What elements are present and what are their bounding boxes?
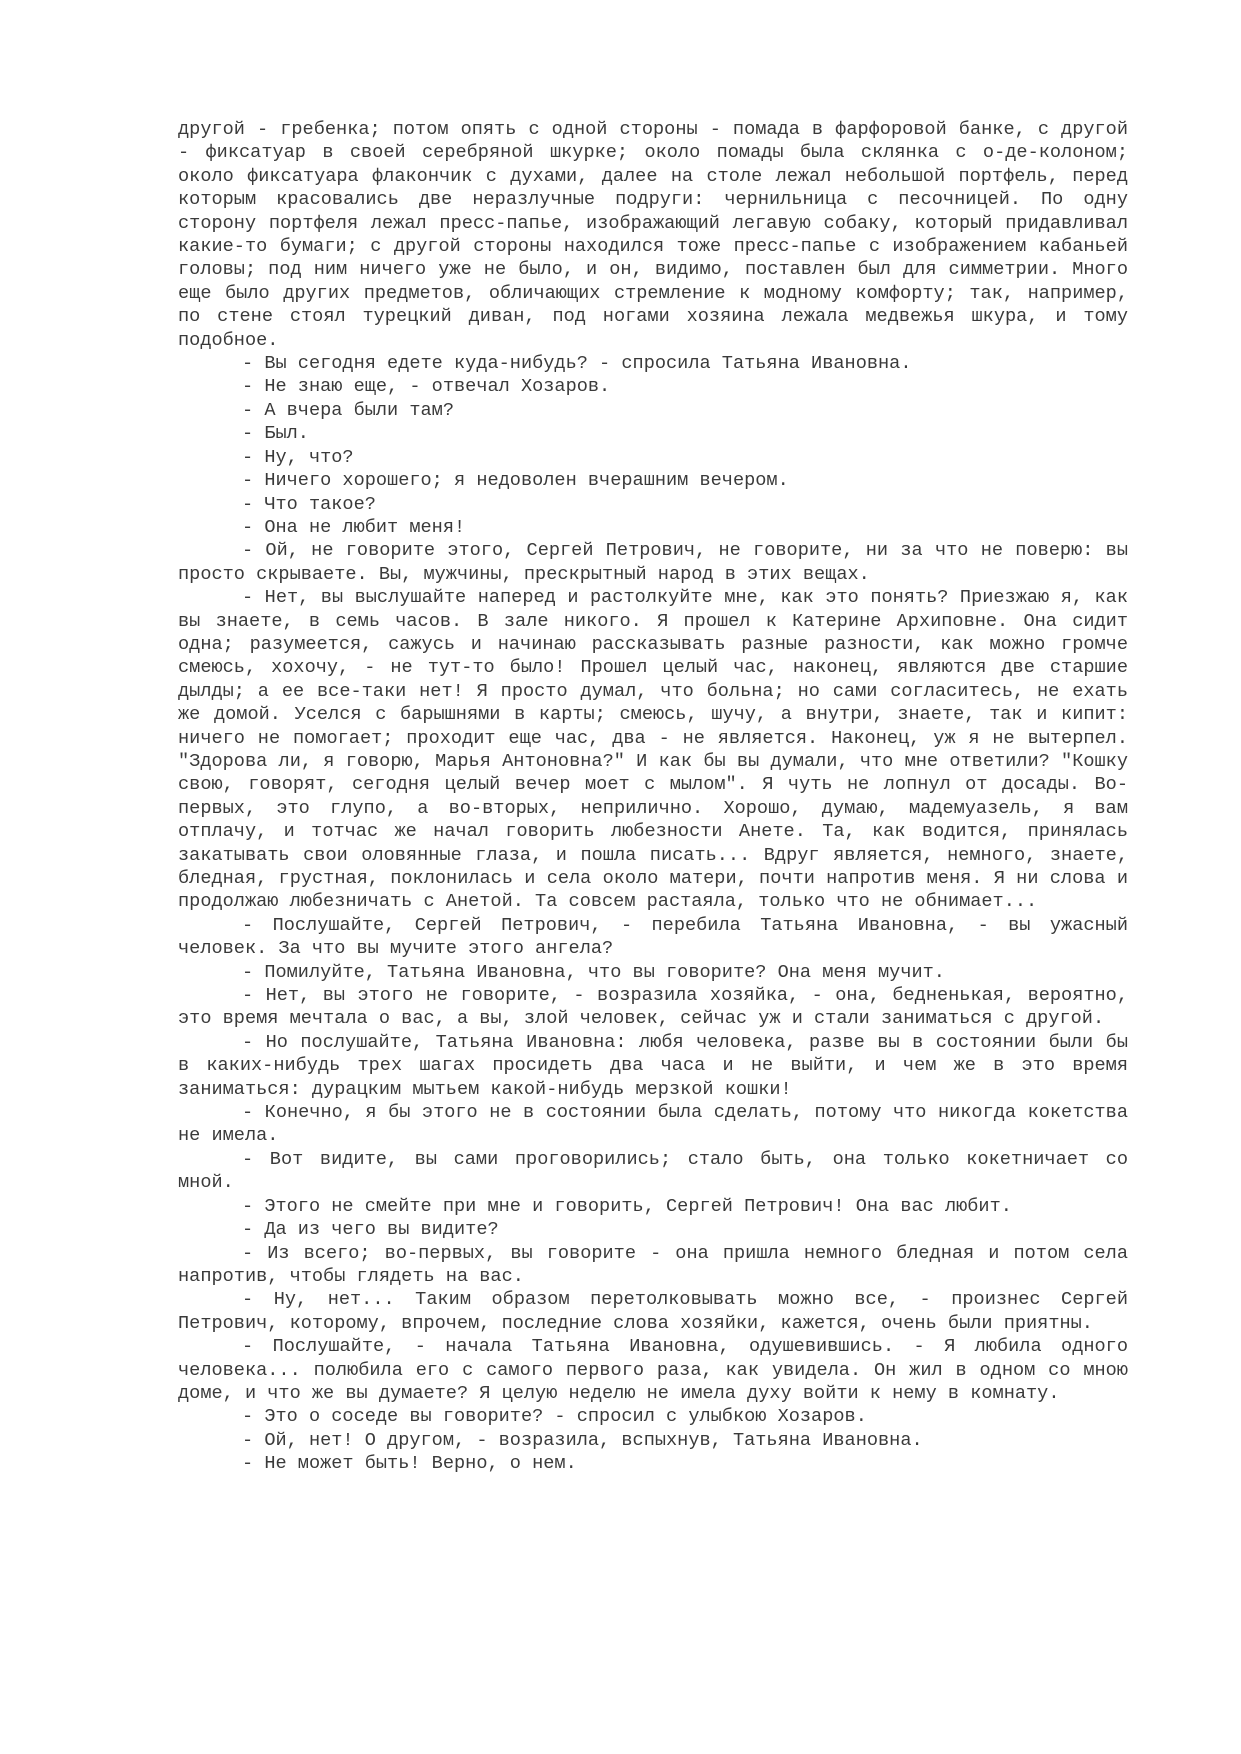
paragraph: - Нет, вы выслушайте наперед и растолкуйте мне, как это понять? Приезжаю я, как вы знаете, в семь часов. В зале никого. Я прошел к Катерине Архиповне. Она сидит одна; разумеется, сажусь и начинаю рассказывать разные разности, как можно громче смеюсь, хохочу, - не тут-то было! Прошел целый час, наконец, являются две старшие дылды; а ее все-таки нет! Я просто думал, что больна; но сами согласитесь, не ехать же домой. Уселся с барышнями в карты; смеюсь, шучу, а внутри, знаете, так и кипит: ничего не помогает; проходит еще час, два - не является. Наконец, уж я не вытерпел. "Здорова ли, я говорю, Марья Антоновна?" И как бы вы думали, что мне ответили? "Кошку свою, говорят, сегодня целый вечер моет с мылом". Я чуть не лопнул от досады. Во-первых, это глупо, а во-вторых, неприлично. Хорошо, думаю, мадемуазель, я вам отплачу, и тотчас же начал говорить любезности Анете. Та, как водится, принялась закатывать свои оловянные глаза, и пошла писать... Вдруг является, немного, знаете, бледная, грустная, поклонилась и села около матери, почти напротив меня. Я ни слова и продолжаю любезничать с Анетой. Та совсем растаяла, только что не обнимает... [178, 587, 1128, 913]
paragraph: - Был. [242, 423, 309, 445]
paragraph: - Ну, нет... Таким образом перетолковывать можно все, - произнес Сергей Петрович, которому, впрочем, последние слова хозяйки, кажется, очень были приятны. [178, 1289, 1128, 1334]
paragraph: - Да из чего вы видите? [242, 1219, 499, 1241]
paragraph: - Этого не смейте при мне и говорить, Сергей Петрович! Она вас любит. [242, 1195, 1012, 1217]
paragraph: - Она не любит меня! [242, 516, 466, 538]
paragraph: - Из всего; во-первых, вы говорите - она пришла немного бледная и потом села напротив, чтобы глядеть на вас. [178, 1242, 1128, 1287]
paragraph: - Ну, что? [242, 446, 354, 468]
paragraph: - Послушайте, - начала Татьяна Ивановна, одушевившись. - Я любила одного человека... полюбила его с самого первого раза, как увидела. Он жил в одном со мною доме, и что же вы думаете? Я целую неделю не имела духу войти к нему в комнату. [178, 1336, 1128, 1404]
paragraph: другой - гребенка; потом опять с одной стороны - помада в фарфоровой банке, с другой - фиксатуар в своей серебряной шкурке; около помады была склянка с о-де-колоном; около фиксатуара флакончик с духами, далее на столе лежал небольшой портфель, перед которым красовались две неразлучные подруги: чернильница с песочницей. По одну сторону портфеля лежал пресс-папье, изображающий легавую собаку, который придавливал какие-то бумаги; с другой стороны находился тоже пресс-папье с изображением кабаньей головы; под ним ничего уже не было, и он, видимо, поставлен был для симметрии. Много еще было других предметов, обличающих стремление к модному комфорту; так, например, по стене стоял турецкий диван, под ногами хозяина лежала медвежья шкура, и тому подобное. [178, 119, 1128, 351]
paragraph: - Не знаю еще, - отвечал Хозаров. [242, 376, 611, 398]
paragraph: - Что такое? [242, 493, 376, 515]
paragraph: - Не может быть! Верно, о нем. [242, 1453, 577, 1475]
paragraph: - Ничего хорошего; я недоволен вчерашним вечером. [242, 470, 789, 492]
paragraph: - Вы сегодня едете куда-нибудь? - спросила Татьяна Ивановна. [242, 353, 912, 375]
paragraph: - А вчера были там? [242, 399, 455, 421]
paragraph: - Это о соседе вы говорите? - спросил с улыбкою Хозаров. [242, 1406, 867, 1428]
paragraph: - Но послушайте, Татьяна Ивановна: любя человека, разве вы в состоянии были бы в каких-нибудь трех шагах просидеть два часа и не выйти, и чем же в это время заниматься: дурацким мытьем какой-нибудь мерзкой кошки! [178, 1031, 1128, 1100]
paragraph: - Вот видите, вы сами проговорились; стало быть, она только кокетничает со мной. [178, 1148, 1128, 1194]
paragraph: - Ой, нет! О другом, - возразила, вспыхнув, Татьяна Ивановна. [242, 1429, 923, 1451]
paragraph: - Ой, не говорите этого, Сергей Петрович, не говорите, ни за что не поверю: вы просто скрываете. Вы, мужчины, прескрытный народ в этих вещах. [178, 540, 1128, 585]
paragraph: - Послушайте, Сергей Петрович, - перебила Татьяна Ивановна, - вы ужасный человек. За что вы мучите этого ангела? [178, 914, 1128, 960]
paragraph: - Конечно, я бы этого не в состоянии была сделать, потому что никогда кокетства не имела. [178, 1102, 1128, 1147]
paragraph: - Нет, вы этого не говорите, - возразила хозяйка, - она, бедненькая, вероятно, это время мечтала о вас, а вы, злой человек, сейчас уж и стали заниматься с другой. [178, 985, 1128, 1030]
document-page [178, 118, 1128, 1476]
paragraph: - Помилуйте, Татьяна Ивановна, что вы говорите? Она меня мучит. [242, 961, 945, 983]
